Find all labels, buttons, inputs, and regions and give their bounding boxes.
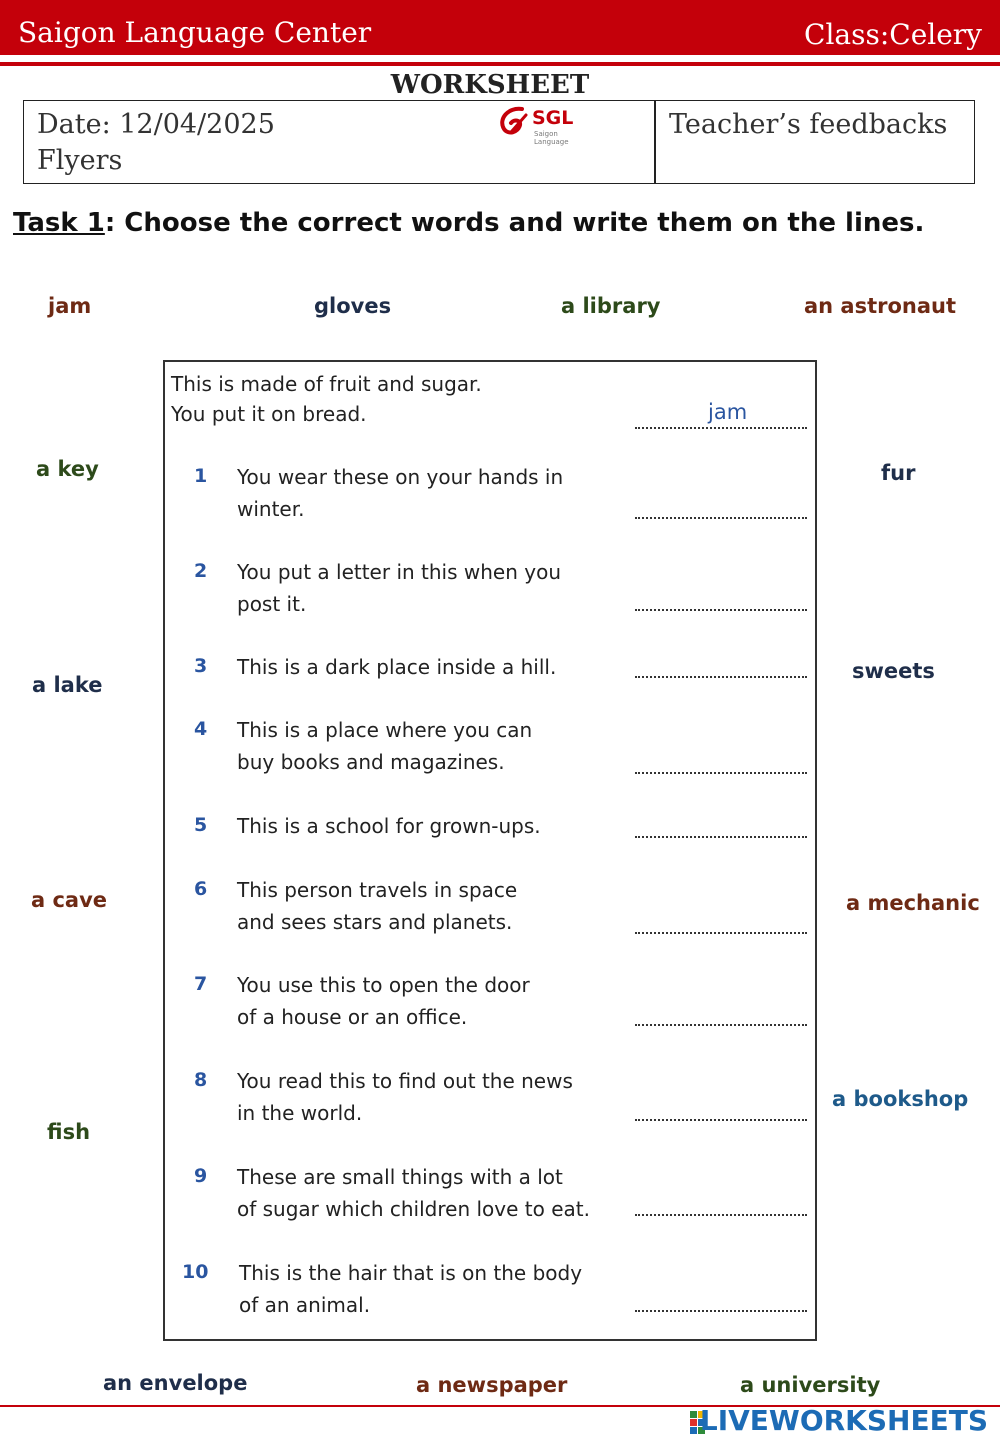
worksheet-title: WORKSHEET	[390, 70, 590, 100]
date-text: Date: 12/04/2025	[37, 109, 275, 140]
word-bank-item: a mechanic	[846, 891, 980, 915]
question-line-1: You put a letter in this when you	[237, 560, 562, 584]
logo-subtext: Saigon Language	[534, 130, 569, 146]
question-line-1: This is a school for grown-ups.	[237, 814, 541, 838]
sgl-logo	[494, 105, 594, 146]
question-line-2: of an animal.	[239, 1293, 371, 1317]
example-line-2: You put it on bread.	[171, 402, 367, 426]
answer-line[interactable]	[635, 1119, 807, 1121]
answer-line[interactable]	[635, 1024, 807, 1026]
logo-text: SGL	[532, 107, 574, 129]
question-line-2: post it.	[237, 592, 307, 616]
question-number: 8	[194, 1069, 208, 1091]
question-number: 6	[194, 878, 208, 900]
word-bank-item: a newspaper	[416, 1373, 568, 1397]
question-line-2: winter.	[237, 497, 305, 521]
question-line-2: of sugar which children love to eat.	[237, 1197, 590, 1221]
answer-line[interactable]	[635, 676, 807, 678]
word-bank-item: a library	[561, 294, 661, 318]
word-bank-item: fur	[881, 461, 916, 485]
question-box	[163, 360, 817, 1341]
word-bank-item: a key	[36, 457, 99, 481]
question-number: 3	[194, 655, 208, 677]
example-answer-line	[635, 427, 807, 429]
question-number: 5	[194, 814, 208, 836]
answer-line[interactable]	[635, 932, 807, 934]
question-number: 1	[194, 465, 208, 487]
teacher-feedback-label: Teacher’s feedbacks	[669, 109, 948, 140]
word-bank-item: an astronaut	[804, 294, 957, 318]
question-line-1: You read this to find out the news	[237, 1069, 573, 1093]
task-instruction	[13, 208, 924, 238]
word-bank-item: jam	[48, 294, 92, 318]
class-label: Class:Celery	[804, 18, 982, 51]
table-divider	[654, 101, 656, 183]
question-number: 9	[194, 1165, 208, 1187]
question-number: 7	[194, 973, 208, 995]
answer-line[interactable]	[635, 609, 807, 611]
question-line-1: This is a dark place inside a hill.	[237, 655, 557, 679]
question-line-1: This is the hair that is on the body	[239, 1261, 583, 1285]
info-table	[23, 100, 975, 184]
word-bank-item: a lake	[32, 673, 103, 697]
answer-line[interactable]	[635, 772, 807, 774]
question-number: 10	[182, 1261, 209, 1283]
word-bank-item: sweets	[852, 659, 935, 683]
example-answer: jam	[708, 400, 748, 424]
word-bank-item: a cave	[31, 888, 108, 912]
question-line-1: This is a place where you can	[237, 718, 533, 742]
sgl-logo-icon	[494, 105, 534, 139]
example-line-1: This is made of fruit and sugar.	[171, 372, 482, 396]
center-name: Saigon Language Center	[18, 16, 372, 49]
word-bank-item: fish	[47, 1120, 91, 1144]
question-line-1: This person travels in space	[237, 878, 518, 902]
question-line-2: in the world.	[237, 1101, 363, 1125]
question-line-1: You use this to open the door	[237, 973, 530, 997]
question-line-1: You wear these on your hands in	[237, 465, 564, 489]
question-line-2: of a house or an office.	[237, 1005, 468, 1029]
task-label: Task 1	[13, 208, 105, 238]
question-number: 2	[194, 560, 208, 582]
header-bar	[0, 0, 1000, 55]
answer-line[interactable]	[635, 517, 807, 519]
word-bank-item: an envelope	[103, 1371, 248, 1395]
word-bank-item: gloves	[314, 294, 392, 318]
question-line-1: These are small things with a lot	[237, 1165, 563, 1189]
word-bank-item: a university	[740, 1373, 881, 1397]
question-line-2: and sees stars and planets.	[237, 910, 513, 934]
question-line-2: buy books and magazines.	[237, 750, 505, 774]
answer-line[interactable]	[635, 1214, 807, 1216]
level-text: Flyers	[37, 145, 123, 176]
answer-line[interactable]	[635, 836, 807, 838]
liveworksheets-brand[interactable]: LIVEWORKSHEETS	[699, 1404, 988, 1437]
answer-line[interactable]	[635, 1310, 807, 1312]
task-text: : Choose the correct words and write them on the lines.	[104, 208, 925, 238]
header-divider	[0, 62, 1000, 66]
question-number: 4	[194, 718, 208, 740]
word-bank-item: a bookshop	[832, 1087, 969, 1111]
